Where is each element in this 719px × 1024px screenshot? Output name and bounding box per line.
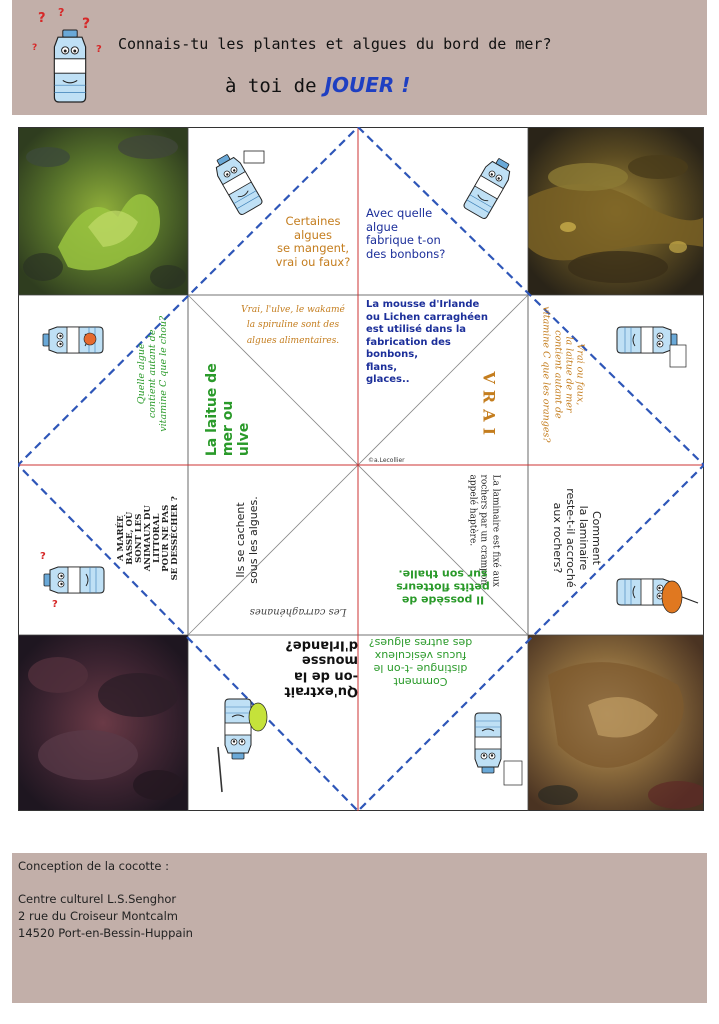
answer-vrai: VRAI: [479, 371, 499, 442]
answer-laitue: La laitue de mer ou ulve: [203, 363, 253, 457]
mascot-icon: [458, 149, 518, 229]
question-left-lower: A MARÉE BASSE, OÙ SONT LES ANIMAUX DU LITTORAL POUR NE PAS SE DESSÉCHER ?: [115, 496, 180, 581]
question-bottom-right: Comment distingue -t-on le fucus vésiculeux des autres algues?: [368, 635, 473, 688]
footer-address-line: 14520 Port-en-Bessin-Huppain: [18, 926, 193, 940]
question-top-left: Certaines algues se mangent, vrai ou faux?: [275, 214, 351, 269]
question-bottom-left: Qu'extrait -on de la mousse d'Irlande?: [284, 637, 358, 699]
footer-heading: Conception de la cocotte :: [18, 859, 170, 873]
mascot-icon: [30, 8, 110, 108]
svg-text:?: ?: [52, 599, 58, 610]
mascot-icon: [458, 701, 528, 801]
header-band: [12, 0, 707, 115]
question-left-upper: Quelle algue contient autant de vitamine C que le chou?: [136, 315, 170, 432]
subtitle-emphasis: JOUER !: [324, 73, 411, 97]
page-title: Connais-tu les plantes et algues du bord de mer?: [118, 35, 552, 53]
svg-text:?: ?: [32, 43, 38, 53]
answer-vrai-list: Vrai, l'ulve, le wakamé la spiruline sont des algues alimentaires.: [241, 305, 345, 346]
answer-cachent: Ils se cachent sous les algues.: [234, 496, 260, 584]
answer-carraghenane: Les carraghénanes: [249, 605, 347, 617]
fold-lines: [18, 127, 704, 811]
credit-label: ©a.Lecollier: [368, 457, 405, 464]
page-subtitle: [225, 73, 410, 97]
answer-mousse: La mousse d'Irlande ou Lichen carraghéen est utilisé dans la fabrication des bonbons, flans, glaces..: [366, 299, 488, 385]
svg-text:?: ?: [82, 16, 91, 32]
mascot-icon: [612, 557, 702, 627]
question-right-lower: Comment la laminaire reste-t-il accroché aux rochers?: [551, 488, 603, 588]
fortune-teller-board: [18, 127, 704, 811]
mascot-icon: [34, 545, 114, 615]
mascot-icon: [38, 305, 108, 375]
svg-text:?: ?: [38, 11, 46, 26]
question-top-right: Avec quelle algue fabrique t-on des bonbons?: [366, 206, 446, 261]
svg-text:?: ?: [40, 551, 46, 562]
mascot-icon: [208, 145, 268, 225]
mascot-icon: [612, 305, 692, 375]
answer-flotteurs: Il possède de petits flotteurs sur son thalle.: [396, 567, 490, 607]
question-right-upper: Vrai ou faux, la laitue de mer contient autant de vitamine C que les oranges?: [540, 306, 586, 443]
answer-laminaire: La laminaire est fixé aux rochers par un crampon appelé haptère.: [467, 474, 501, 587]
svg-text:?: ?: [58, 8, 65, 19]
footer-address-line: Centre culturel L.S.Senghor: [18, 892, 177, 906]
mascot-icon: [208, 687, 278, 797]
subtitle-prefix: à toi de: [225, 75, 317, 97]
svg-text:?: ?: [96, 44, 102, 55]
footer-address-line: 2 rue du Croiseur Montcalm: [18, 909, 178, 923]
